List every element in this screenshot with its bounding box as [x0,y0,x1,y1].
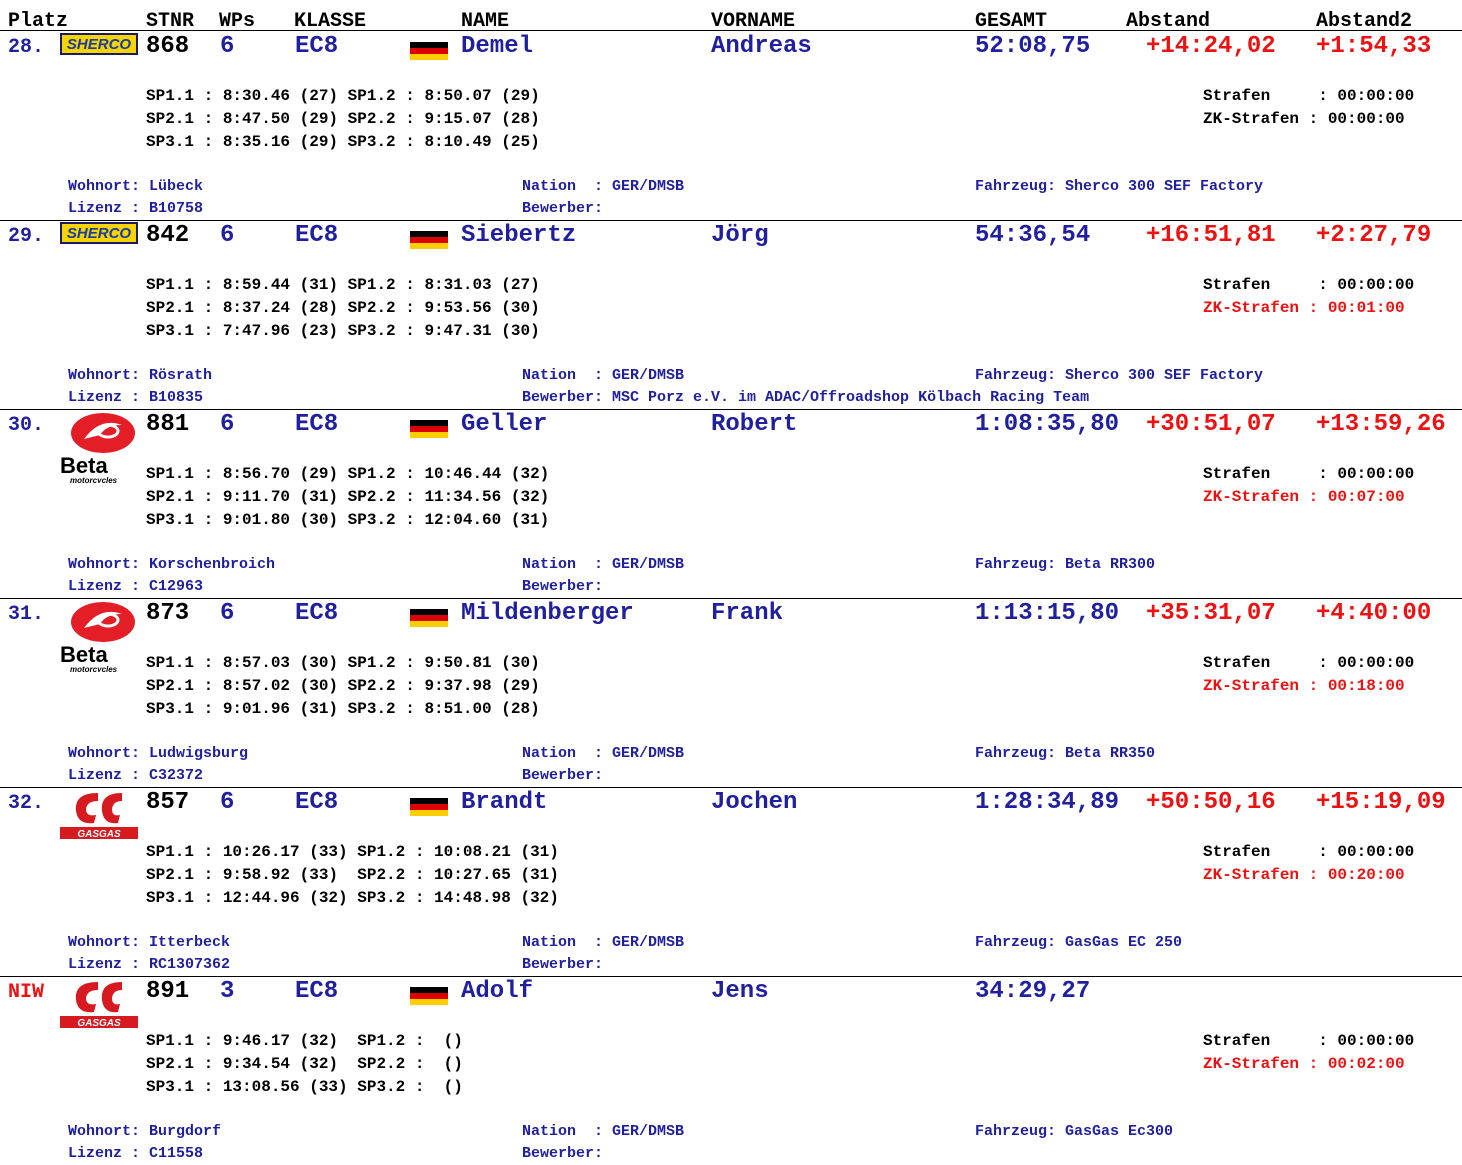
header-platz: Platz [8,10,69,33]
rider-name: Geller [461,411,548,438]
stage-times-1: SP1.1 : 8:56.70 (29) SP1.2 : 10:46.44 (32) [146,465,550,483]
fahrzeug: Fahrzeug: GasGas EC 250 [975,934,1183,951]
rider-name: Brandt [461,789,548,816]
total-time: 1:28:34,89 [975,789,1120,816]
zk-strafen: ZK-Strafen : 00:00:00 [1203,110,1405,128]
fahrzeug: Fahrzeug: Sherco 300 SEF Factory [975,367,1264,384]
sherco-logo-icon [60,222,138,244]
germany-flag-icon [410,231,448,249]
gap-previous: +2:27,79 [1316,222,1432,249]
wps-count: 3 [220,978,235,1005]
total-time: 1:13:15,80 [975,600,1120,627]
klasse: EC8 [295,978,339,1005]
strafen: Strafen : 00:00:00 [1203,654,1415,672]
start-number: 857 [146,789,190,816]
stage-times-3: SP3.1 : 9:01.80 (30) SP3.2 : 12:04.60 (31) [146,511,550,529]
total-time: 54:36,54 [975,222,1091,249]
stage-times-3: SP3.1 : 7:47.96 (23) SP3.2 : 9:47.31 (30) [146,322,540,340]
fahrzeug: Fahrzeug: GasGas Ec300 [975,1123,1174,1140]
table-row [0,220,1462,410]
table-row [0,409,1462,599]
stage-times-1: SP1.1 : 9:46.17 (32) SP1.2 : () [146,1032,463,1050]
klasse: EC8 [295,222,339,249]
stage-times-3: SP3.1 : 13:08.56 (33) SP3.2 : () [146,1078,463,1096]
wps-count: 6 [220,789,235,816]
brand-logo [60,33,138,60]
header-stnr: STNR [146,10,195,33]
nation: Nation : GER/DMSB [522,745,685,762]
rider-name: Siebertz [461,222,577,249]
zk-strafen: ZK-Strafen : 00:02:00 [1203,1055,1405,1073]
stage-times-1: SP1.1 : 8:57.03 (30) SP1.2 : 9:50.81 (30) [146,654,540,672]
logo-text: SHERCO [66,225,132,242]
germany-flag-icon [410,987,448,1005]
brand-logo [60,978,138,1035]
germany-flag-icon [410,609,448,627]
stage-times-2: SP2.1 : 9:11.70 (31) SP2.2 : 11:34.56 (32) [146,488,550,506]
logo-text: Beta [60,453,108,478]
brand-logo [60,411,146,488]
wps-count: 6 [220,600,235,627]
brand-logo [60,600,146,677]
wohnort: Wohnort: Burgdorf [68,1123,222,1140]
start-number: 891 [146,978,190,1005]
start-number: 881 [146,411,190,438]
stage-times-2: SP2.1 : 8:47.50 (29) SP2.2 : 9:15.07 (28) [146,110,540,128]
gap-previous: +1:54,33 [1316,33,1432,60]
klasse: EC8 [295,600,339,627]
beta-logo-icon [60,600,146,672]
bewerber: Bewerber: [522,767,604,784]
strafen: Strafen : 00:00:00 [1203,843,1415,861]
logo-subtext: motorcycles [70,476,118,483]
fahrzeug: Fahrzeug: Beta RR300 [975,556,1156,573]
lizenz: Lizenz : B10835 [68,389,204,406]
wps-count: 6 [220,33,235,60]
gap-leader: +50:50,16 [1146,789,1276,816]
rider-name: Adolf [461,978,534,1005]
wohnort: Wohnort: Korschenbroich [68,556,276,573]
header-gesamt: GESAMT [975,10,1048,33]
wps-count: 6 [220,222,235,249]
place: 29. [8,225,45,248]
stage-times-3: SP3.1 : 8:35.16 (29) SP3.2 : 8:10.49 (25) [146,133,540,151]
wps-count: 6 [220,411,235,438]
stage-times-1: SP1.1 : 8:30.46 (27) SP1.2 : 8:50.07 (29) [146,87,540,105]
strafen: Strafen : 00:00:00 [1203,276,1415,294]
strafen: Strafen : 00:00:00 [1203,1032,1415,1050]
bewerber: Bewerber: MSC Porz e.V. im ADAC/Offroadshop Kölbach Racing Team [522,389,1090,406]
klasse: EC8 [295,411,339,438]
nation: Nation : GER/DMSB [522,367,685,384]
logo-text: GASGAS [77,1018,121,1029]
start-number: 868 [146,33,190,60]
nation: Nation : GER/DMSB [522,556,685,573]
fahrzeug: Fahrzeug: Beta RR350 [975,745,1156,762]
total-time: 34:29,27 [975,978,1091,1005]
rider-vorname: Andreas [711,33,812,60]
rider-vorname: Jörg [711,222,769,249]
strafen: Strafen : 00:00:00 [1203,87,1415,105]
place: NIW [8,981,45,1004]
brand-logo [60,789,138,846]
stage-times-2: SP2.1 : 9:34.54 (32) SP2.2 : () [146,1055,463,1073]
place: 31. [8,603,45,626]
klasse: EC8 [295,33,339,60]
lizenz: Lizenz : C12963 [68,578,204,595]
wohnort: Wohnort: Lübeck [68,178,204,195]
klasse: EC8 [295,789,339,816]
gap-previous: +13:59,26 [1316,411,1446,438]
header-abstand2: Abstand2 [1316,10,1413,33]
stage-times-3: SP3.1 : 9:01.96 (31) SP3.2 : 8:51.00 (28) [146,700,540,718]
wohnort: Wohnort: Ludwigsburg [68,745,249,762]
start-number: 873 [146,600,190,627]
nation: Nation : GER/DMSB [522,934,685,951]
lizenz: Lizenz : C32372 [68,767,204,784]
rider-vorname: Jochen [711,789,798,816]
nation: Nation : GER/DMSB [522,1123,685,1140]
beta-logo-icon [60,411,146,483]
brand-logo [60,222,138,249]
germany-flag-icon [410,798,448,816]
gasgas-logo-icon [60,789,138,841]
fahrzeug: Fahrzeug: Sherco 300 SEF Factory [975,178,1264,195]
gasgas-logo-icon [60,978,138,1030]
wohnort: Wohnort: Itterbeck [68,934,231,951]
bewerber: Bewerber: [522,578,604,595]
bewerber: Bewerber: [522,956,604,973]
gap-previous: +15:19,09 [1316,789,1446,816]
lizenz: Lizenz : C11558 [68,1145,204,1162]
bewerber: Bewerber: [522,200,604,217]
start-number: 842 [146,222,190,249]
lizenz: Lizenz : RC1307362 [68,956,231,973]
place: 32. [8,792,45,815]
logo-subtext: motorcycles [70,665,118,672]
total-time: 52:08,75 [975,33,1091,60]
header-vorname: VORNAME [711,10,796,33]
table-row [0,787,1462,977]
stage-times-2: SP2.1 : 8:57.02 (30) SP2.2 : 9:37.98 (29) [146,677,540,695]
table-row [0,976,1462,1165]
zk-strafen: ZK-Strafen : 00:20:00 [1203,866,1405,884]
nation: Nation : GER/DMSB [522,178,685,195]
gap-leader: +14:24,02 [1146,33,1276,60]
gap-leader: +16:51,81 [1146,222,1276,249]
zk-strafen: ZK-Strafen : 00:07:00 [1203,488,1405,506]
bewerber: Bewerber: [522,1145,604,1162]
germany-flag-icon [410,420,448,438]
total-time: 1:08:35,80 [975,411,1120,438]
rider-vorname: Frank [711,600,784,627]
gap-leader: +35:31,07 [1146,600,1276,627]
logo-text: SHERCO [66,36,132,53]
stage-times-1: SP1.1 : 8:59.44 (31) SP1.2 : 8:31.03 (27) [146,276,540,294]
table-row [0,31,1462,221]
stage-times-2: SP2.1 : 8:37.24 (28) SP2.2 : 9:53.56 (30) [146,299,540,317]
logo-text: GASGAS [77,829,121,840]
place: 30. [8,414,45,437]
stage-times-2: SP2.1 : 9:58.92 (33) SP2.2 : 10:27.65 (31) [146,866,559,884]
stage-times-3: SP3.1 : 12:44.96 (32) SP3.2 : 14:48.98 (32) [146,889,559,907]
place: 28. [8,36,45,59]
rider-name: Mildenberger [461,600,634,627]
wohnort: Wohnort: Rösrath [68,367,213,384]
stage-times-1: SP1.1 : 10:26.17 (33) SP1.2 : 10:08.21 (31) [146,843,559,861]
rider-name: Demel [461,33,534,60]
header-abstand: Abstand [1126,10,1211,33]
strafen: Strafen : 00:00:00 [1203,465,1415,483]
header-wps: WPs [219,10,256,33]
gap-leader: +30:51,07 [1146,411,1276,438]
table-header [0,0,1462,31]
zk-strafen: ZK-Strafen : 00:01:00 [1203,299,1405,317]
lizenz: Lizenz : B10758 [68,200,204,217]
header-name: NAME [461,10,510,33]
rider-vorname: Jens [711,978,769,1005]
sherco-logo-icon [60,33,138,55]
table-row [0,598,1462,788]
zk-strafen: ZK-Strafen : 00:18:00 [1203,677,1405,695]
header-klasse: KLASSE [294,10,367,33]
gap-previous: +4:40:00 [1316,600,1432,627]
rider-vorname: Robert [711,411,798,438]
logo-text: Beta [60,642,108,667]
germany-flag-icon [410,42,448,60]
